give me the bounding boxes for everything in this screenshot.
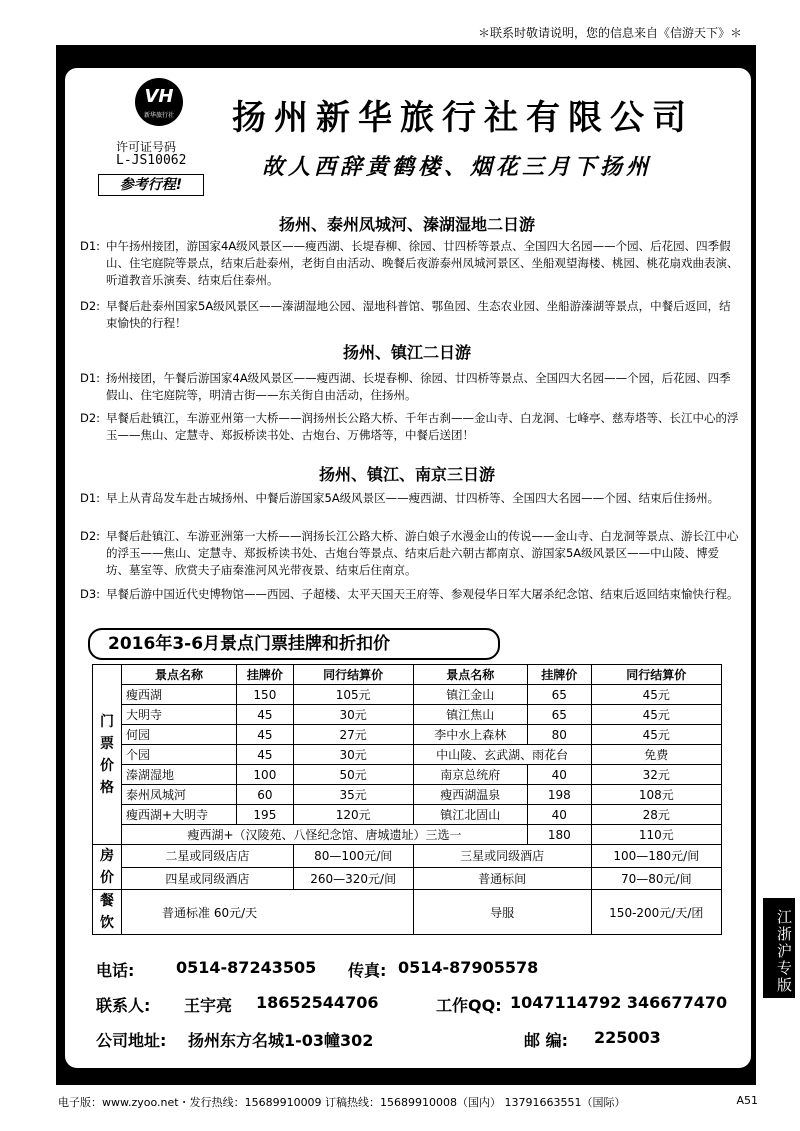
source-note: ＊联系时敬请说明，您的信息来自《信游天下》＊ — [477, 26, 742, 40]
fax-number: 0514-87905578 — [398, 958, 539, 977]
phone-label: 电话: — [96, 961, 135, 980]
cell: 免费 — [591, 745, 721, 765]
cell: 50元 — [293, 765, 413, 785]
fax-label: 传真: — [348, 961, 387, 980]
cell: 105元 — [293, 685, 413, 705]
license-label: 许可证号码 — [116, 140, 177, 154]
day-label: D1: — [80, 239, 101, 253]
ticket-side-label: 门票价格 — [93, 665, 122, 845]
company-name: 扬州新华旅行社有限公司 — [232, 98, 694, 138]
day-text: 中午扬州接团，游国家4A级风景区——瘦西湖、长堤春柳、徐园、廿四桥等景点、全国四大名园——个园、后花园、四季假山、住宅庭院等景点，结束后赴泰州，老街自由活动、晚餐后夜游泰州凤城河景区、坐船观望海楼、桃园、桃花扇戏曲表演、听道教音乐演奏、结束后住泰州。 — [106, 239, 739, 287]
day-text: 早餐后游中国近代史博物馆——西园、子超楼、太平天国天王府等、参观侵华日军大屠杀纪念馆、结束后返回结束愉快行程。 — [106, 587, 739, 601]
cell: 65 — [528, 685, 592, 705]
day-text: 扬州接团，午餐后游国家4A级风景区——瘦西湖、长堤春柳、徐园、廿四桥等景点、全国四大名园——个园，后花园、四季假山、住宅庭院等，明清古街——东关街自由活动，住扬州。 — [106, 371, 731, 402]
reference-itinerary-badge: 参考行程! — [98, 174, 204, 196]
cell: 45 — [236, 745, 293, 765]
route-1-day-1 — [80, 238, 740, 289]
cell: 40 — [528, 805, 592, 825]
cell: 28元 — [591, 805, 721, 825]
cell: 南京总统府 — [413, 765, 527, 785]
cell: 45 — [236, 705, 293, 725]
page-number: A51 — [736, 1094, 758, 1107]
phone-number: 0514-87243505 — [176, 958, 317, 977]
day-text: 早餐后赴镇江、车游亚洲第一大桥——润扬长江公路大桥、游白娘子水漫金山的传说——金山寺、白龙洞等景点、游长江中心的浮玉——焦山、定慧寺、郑扳桥读书处、古炮台等景点、结束后赴六朝古都南京、游国家5A级风景区——中山陵、博爱坊、墓室等、欣赏夫子庙秦淮河风光带夜景、结束后住南京。 — [106, 529, 739, 577]
cell: 瘦西湖温泉 — [413, 785, 527, 805]
route-3-day-3 — [80, 586, 740, 603]
day-label: D2: — [80, 411, 101, 425]
cell: 三星或同级酒店 — [413, 845, 591, 868]
hotel-row — [93, 845, 722, 868]
cell: 27元 — [293, 725, 413, 745]
guide-price: 150-200元/天/团 — [591, 890, 721, 935]
day-label: D1: — [80, 371, 101, 385]
table-row — [93, 685, 722, 705]
cell: 195 — [236, 805, 293, 825]
cell: 100 — [236, 765, 293, 785]
day-label: D2: — [80, 529, 101, 543]
table-row — [93, 765, 722, 785]
license-block — [116, 140, 186, 168]
combo-net-price: 110元 — [591, 825, 721, 845]
cell: 镇江北固山 — [413, 805, 527, 825]
cell: 中山陵、玄武湖、雨花台 — [413, 745, 591, 765]
header-cell: 景点名称 — [122, 665, 237, 685]
cell: 30元 — [293, 745, 413, 765]
cell: 65 — [528, 705, 592, 725]
route-1-day-2 — [80, 298, 740, 332]
guide-label: 导服 — [413, 890, 591, 935]
cell: 个园 — [122, 745, 237, 765]
route-3-title: 扬州、镇江、南京三日游 — [318, 465, 495, 484]
table-row — [93, 805, 722, 825]
header-cell: 挂牌价 — [528, 665, 592, 685]
cell: 镇江金山 — [413, 685, 527, 705]
cell: 泰州凤城河 — [122, 785, 237, 805]
cell: 260—320元/间 — [293, 867, 413, 890]
cell: 198 — [528, 785, 592, 805]
footer-text: 电子版：www.zyoo.net・发行热线：15689910009 订稿热线：15689910008（国内） 13791663551（国际） — [58, 1096, 626, 1109]
address: 扬州东方名城1-03幢302 — [188, 1031, 374, 1050]
slogan: 故人西辞黄鹤楼、烟花三月下扬州 — [262, 154, 653, 180]
cell: 45元 — [591, 705, 721, 725]
day-text: 早餐后赴泰州国家5A级风景区——溱湖湿地公园、湿地科普馆、鄂鱼园、生态农业园、坐船游溱湖等景点，中餐后返回，结束愉快的行程！ — [106, 299, 731, 330]
cell: 108元 — [591, 785, 721, 805]
address-label: 公司地址: — [96, 1031, 167, 1050]
cell: 45 — [236, 725, 293, 745]
cell: 溱湖湿地 — [122, 765, 237, 785]
meal-row — [93, 890, 722, 935]
cell: 150 — [236, 685, 293, 705]
cell: 80—100元/间 — [293, 845, 413, 868]
cell: 瘦西湖+大明寺 — [122, 805, 237, 825]
hotel-row — [93, 867, 722, 890]
cell: 100—180元/间 — [591, 845, 721, 868]
table-row — [93, 745, 722, 765]
cell: 镇江焦山 — [413, 705, 527, 725]
cell: 40 — [528, 765, 592, 785]
zip-code: 225003 — [594, 1028, 661, 1047]
cell: 何园 — [122, 725, 237, 745]
table-header-row — [93, 665, 722, 685]
day-label: D2: — [80, 299, 101, 313]
logo-text: 新华旅行社 — [143, 112, 174, 119]
day-label: D3: — [80, 587, 101, 601]
cell: 大明寺 — [122, 705, 237, 725]
edition-tab: 江浙沪专版 — [763, 898, 795, 998]
license-code: L-JS10062 — [116, 153, 187, 168]
route-3-day-2 — [80, 528, 740, 579]
route-2-day-2 — [80, 410, 740, 444]
cell: 30元 — [293, 705, 413, 725]
combo-list-price: 180 — [528, 825, 592, 845]
cell: 35元 — [293, 785, 413, 805]
cell: 45元 — [591, 725, 721, 745]
route-2-title: 扬州、镇江二日游 — [342, 343, 471, 362]
header-cell: 同行结算价 — [293, 665, 413, 685]
meal-side-label: 餐饮 — [93, 890, 122, 935]
cell: 李中水上森林 — [413, 725, 527, 745]
header-cell: 同行结算价 — [591, 665, 721, 685]
table-row — [93, 725, 722, 745]
cell: 120元 — [293, 805, 413, 825]
route-3-day-1 — [80, 490, 740, 507]
route-2-day-1 — [80, 370, 740, 404]
hotel-side-label: 房价 — [93, 845, 122, 890]
qq-label: 工作QQ: — [436, 996, 502, 1015]
day-text: 早餐后赴镇江，车游亚州第一大桥——润扬州长公路大桥、千年古刹——金山寺、白龙洞、七峰亭、慈寿塔等、长江中心的浮玉——焦山、定慧寺、郑扳桥读书处、古炮台、万佛塔等，中餐后送团！ — [106, 411, 739, 442]
cell: 80 — [528, 725, 592, 745]
route-1-title: 扬州、泰州凤城河、溱湖湿地二日游 — [278, 215, 535, 234]
contact-person-label: 联系人: — [96, 996, 151, 1015]
cell: 普通标间 — [413, 867, 591, 890]
combo-row — [93, 825, 722, 845]
contact-person: 王宇亮 — [184, 996, 233, 1015]
company-logo — [135, 78, 183, 126]
cell: 瘦西湖 — [122, 685, 237, 705]
cell: 二星或同级店店 — [122, 845, 294, 868]
cell: 70—80元/间 — [591, 867, 721, 890]
price-table-title: 2016年3-6月景点门票挂牌和折扣价 — [88, 628, 500, 660]
header-cell: 景点名称 — [413, 665, 527, 685]
logo-mark: VH — [144, 86, 174, 107]
qq-numbers: 1047114792 346677470 — [510, 993, 728, 1012]
meal-standard: 普通标准 60元/天 — [122, 890, 414, 935]
day-text: 早上从青岛发车赴古城扬州、中餐后游国家5A级风景区——瘦西湖、廿四桥等、全国四大名园——个园、结束后住扬州。 — [106, 491, 720, 505]
mobile-number: 18652544706 — [256, 993, 379, 1012]
cell: 45元 — [591, 685, 721, 705]
cell: 32元 — [591, 765, 721, 785]
table-row — [93, 705, 722, 725]
header-cell: 挂牌价 — [236, 665, 293, 685]
day-label: D1: — [80, 491, 101, 505]
combo-name: 瘦西湖+（汉陵苑、八怪纪念馆、唐城遗址）三选一 — [122, 825, 528, 845]
footer — [58, 1094, 758, 1110]
zip-label: 邮 编: — [524, 1031, 568, 1050]
table-row — [93, 785, 722, 805]
cell: 60 — [236, 785, 293, 805]
cell: 四星或同级酒店 — [122, 867, 294, 890]
ticket-price-table — [92, 664, 722, 935]
